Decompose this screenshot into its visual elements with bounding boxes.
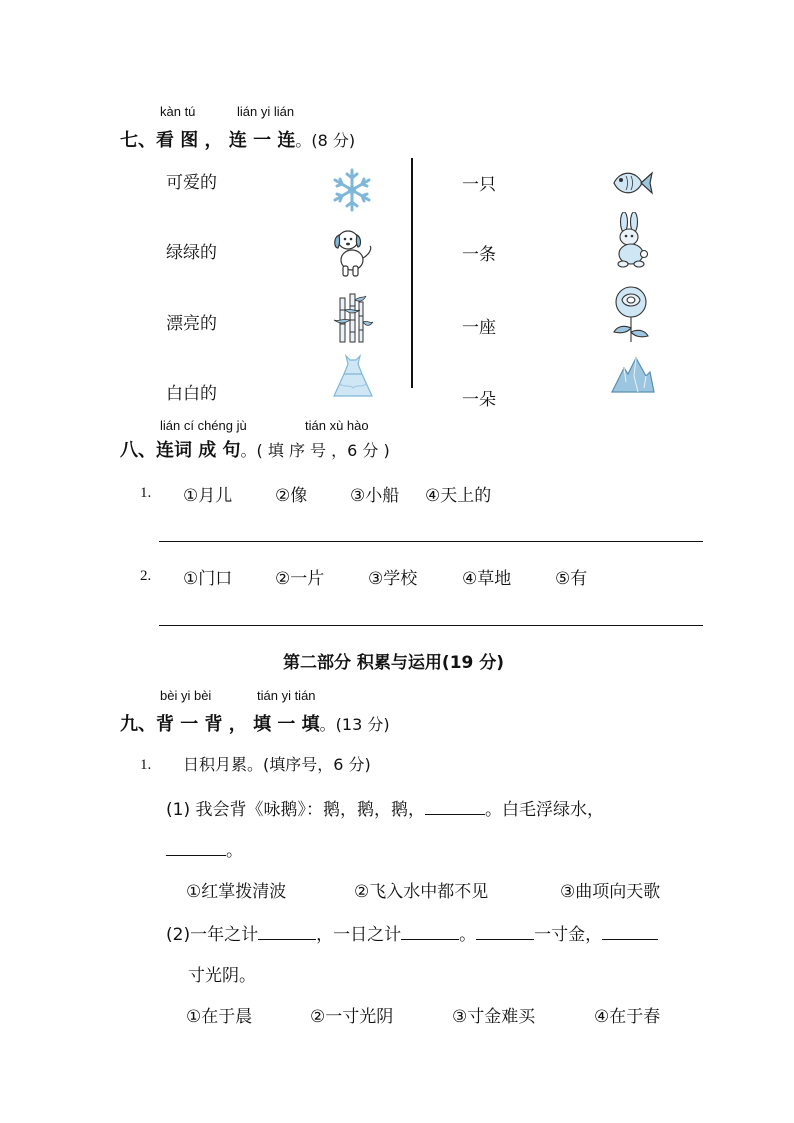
q9-p2-blank-4[interactable] — [602, 923, 658, 940]
q8-item-2-number: 2. — [140, 568, 152, 584]
rabbit-icon — [610, 212, 652, 268]
q9-p1-option-1: ①红掌拨清波 — [186, 882, 287, 902]
q9-p2-text-e: 寸光阴。 — [188, 966, 256, 986]
q8-pinyin-1: lián cí chéng jù — [160, 418, 247, 433]
q8-heading — [120, 436, 390, 462]
q9-p2-text-b: ，一日之计 — [316, 925, 402, 945]
q9-pinyin-2: tián yi tián — [257, 688, 316, 703]
q9-p1-option-2: ②飞入水中都不见 — [354, 882, 489, 902]
q9-p2-blank-3[interactable] — [476, 923, 534, 940]
q9-p2-text-c: 。 — [459, 925, 477, 945]
q8-item-1-option-2: ②像 — [275, 486, 308, 506]
q7-number: 七、 — [120, 130, 156, 151]
q9-sub1-number: 1. — [140, 757, 152, 773]
dress-icon — [330, 354, 376, 400]
q8-number: 八、 — [120, 440, 156, 461]
q8-item-2-answer-line[interactable] — [159, 625, 703, 626]
q9-p2-text-d: 一寸金， — [534, 925, 603, 945]
q9-p2-option-1: ①在于晨 — [186, 1007, 253, 1027]
right-word-3: 一座 — [462, 318, 496, 338]
left-word-4: 白白的 — [166, 384, 217, 404]
q9-sub1-title: 日积月累。(填序号，6 分) — [183, 755, 371, 774]
q9-p1-blank-1[interactable] — [425, 798, 485, 815]
part2-title: 第二部分 积累与运用(19 分) — [283, 653, 505, 673]
rose-icon — [608, 284, 654, 344]
q8-item-1-option-3: ③小船 — [350, 486, 400, 506]
q9-p1-text-a: (1) 我会背《咏鹅》：鹅，鹅，鹅， — [166, 800, 425, 820]
q9-p2-line1 — [166, 920, 658, 945]
q9-heading — [120, 710, 390, 736]
q7-pinyin-2: lián yi lián — [237, 104, 295, 119]
q9-p1-blank-2[interactable] — [166, 839, 226, 856]
q9-p2-blank-2[interactable] — [401, 923, 459, 940]
q8-item-2-option-1: ①门口 — [183, 569, 233, 589]
q8-item-1-answer-line[interactable] — [159, 541, 703, 542]
fish-icon — [610, 166, 654, 200]
left-word-2: 绿绿的 — [166, 243, 217, 263]
q9-title-b: 填 一 填 — [253, 714, 320, 735]
snowflake-icon — [330, 166, 374, 214]
q9-p1-text-c: 。 — [226, 841, 243, 861]
q9-p2-blank-1[interactable] — [258, 923, 316, 940]
q9-p1-line2 — [166, 836, 243, 861]
q9-p2-option-4: ④在于春 — [594, 1007, 661, 1027]
q9-number: 九、 — [120, 714, 156, 735]
q9-pinyin-1: bèi yi bèi — [160, 688, 212, 703]
q8-item-1-number: 1. — [140, 485, 152, 501]
q8-item-2-option-3: ③学校 — [368, 569, 418, 589]
q7-pinyin-1: kàn tú — [160, 104, 196, 119]
q9-p1-option-3: ③曲项向天歌 — [560, 882, 661, 902]
q9-p1-text-b: 。白毛浮绿水， — [484, 800, 604, 820]
q9-score: 。(13 分) — [319, 715, 390, 734]
q8-pinyin-2: tián xù hào — [305, 418, 369, 433]
left-word-1: 可爱的 — [166, 173, 217, 193]
q9-p2-option-3: ③寸金难买 — [452, 1007, 536, 1027]
left-word-3: 漂亮的 — [166, 314, 217, 334]
q8-score: 。( 填 序 号 ，6 分 ) — [240, 441, 390, 460]
q9-p2-text-a: (2)一年之计 — [166, 925, 259, 945]
q8-item-2-option-4: ④草地 — [462, 569, 512, 589]
mountain-icon — [610, 356, 656, 394]
q9-p2-option-2: ②一寸光阴 — [310, 1007, 394, 1027]
q8-item-2-option-5: ⑤有 — [555, 569, 588, 589]
q9-p1-line1 — [166, 795, 604, 820]
q8-title: 连词 成 句 — [156, 440, 241, 461]
q8-item-2-option-2: ②一片 — [275, 569, 325, 589]
q7-title-a: 看 图 ， — [156, 130, 223, 151]
right-word-2: 一条 — [462, 245, 496, 265]
q8-item-1-option-4: ④天上的 — [425, 486, 492, 506]
bamboo-icon — [330, 292, 374, 344]
right-word-4: 一朵 — [462, 390, 496, 410]
q7-heading — [120, 126, 355, 152]
q7-title-b: 连 一 连 — [228, 130, 296, 151]
q8-item-1-option-1: ①月儿 — [183, 486, 233, 506]
right-word-1: 一只 — [462, 175, 496, 195]
divider-line — [411, 158, 413, 388]
q9-title-a: 背 一 背 ， — [156, 714, 247, 735]
q7-score: 。(8 分) — [295, 131, 356, 150]
dog-icon — [330, 226, 376, 278]
